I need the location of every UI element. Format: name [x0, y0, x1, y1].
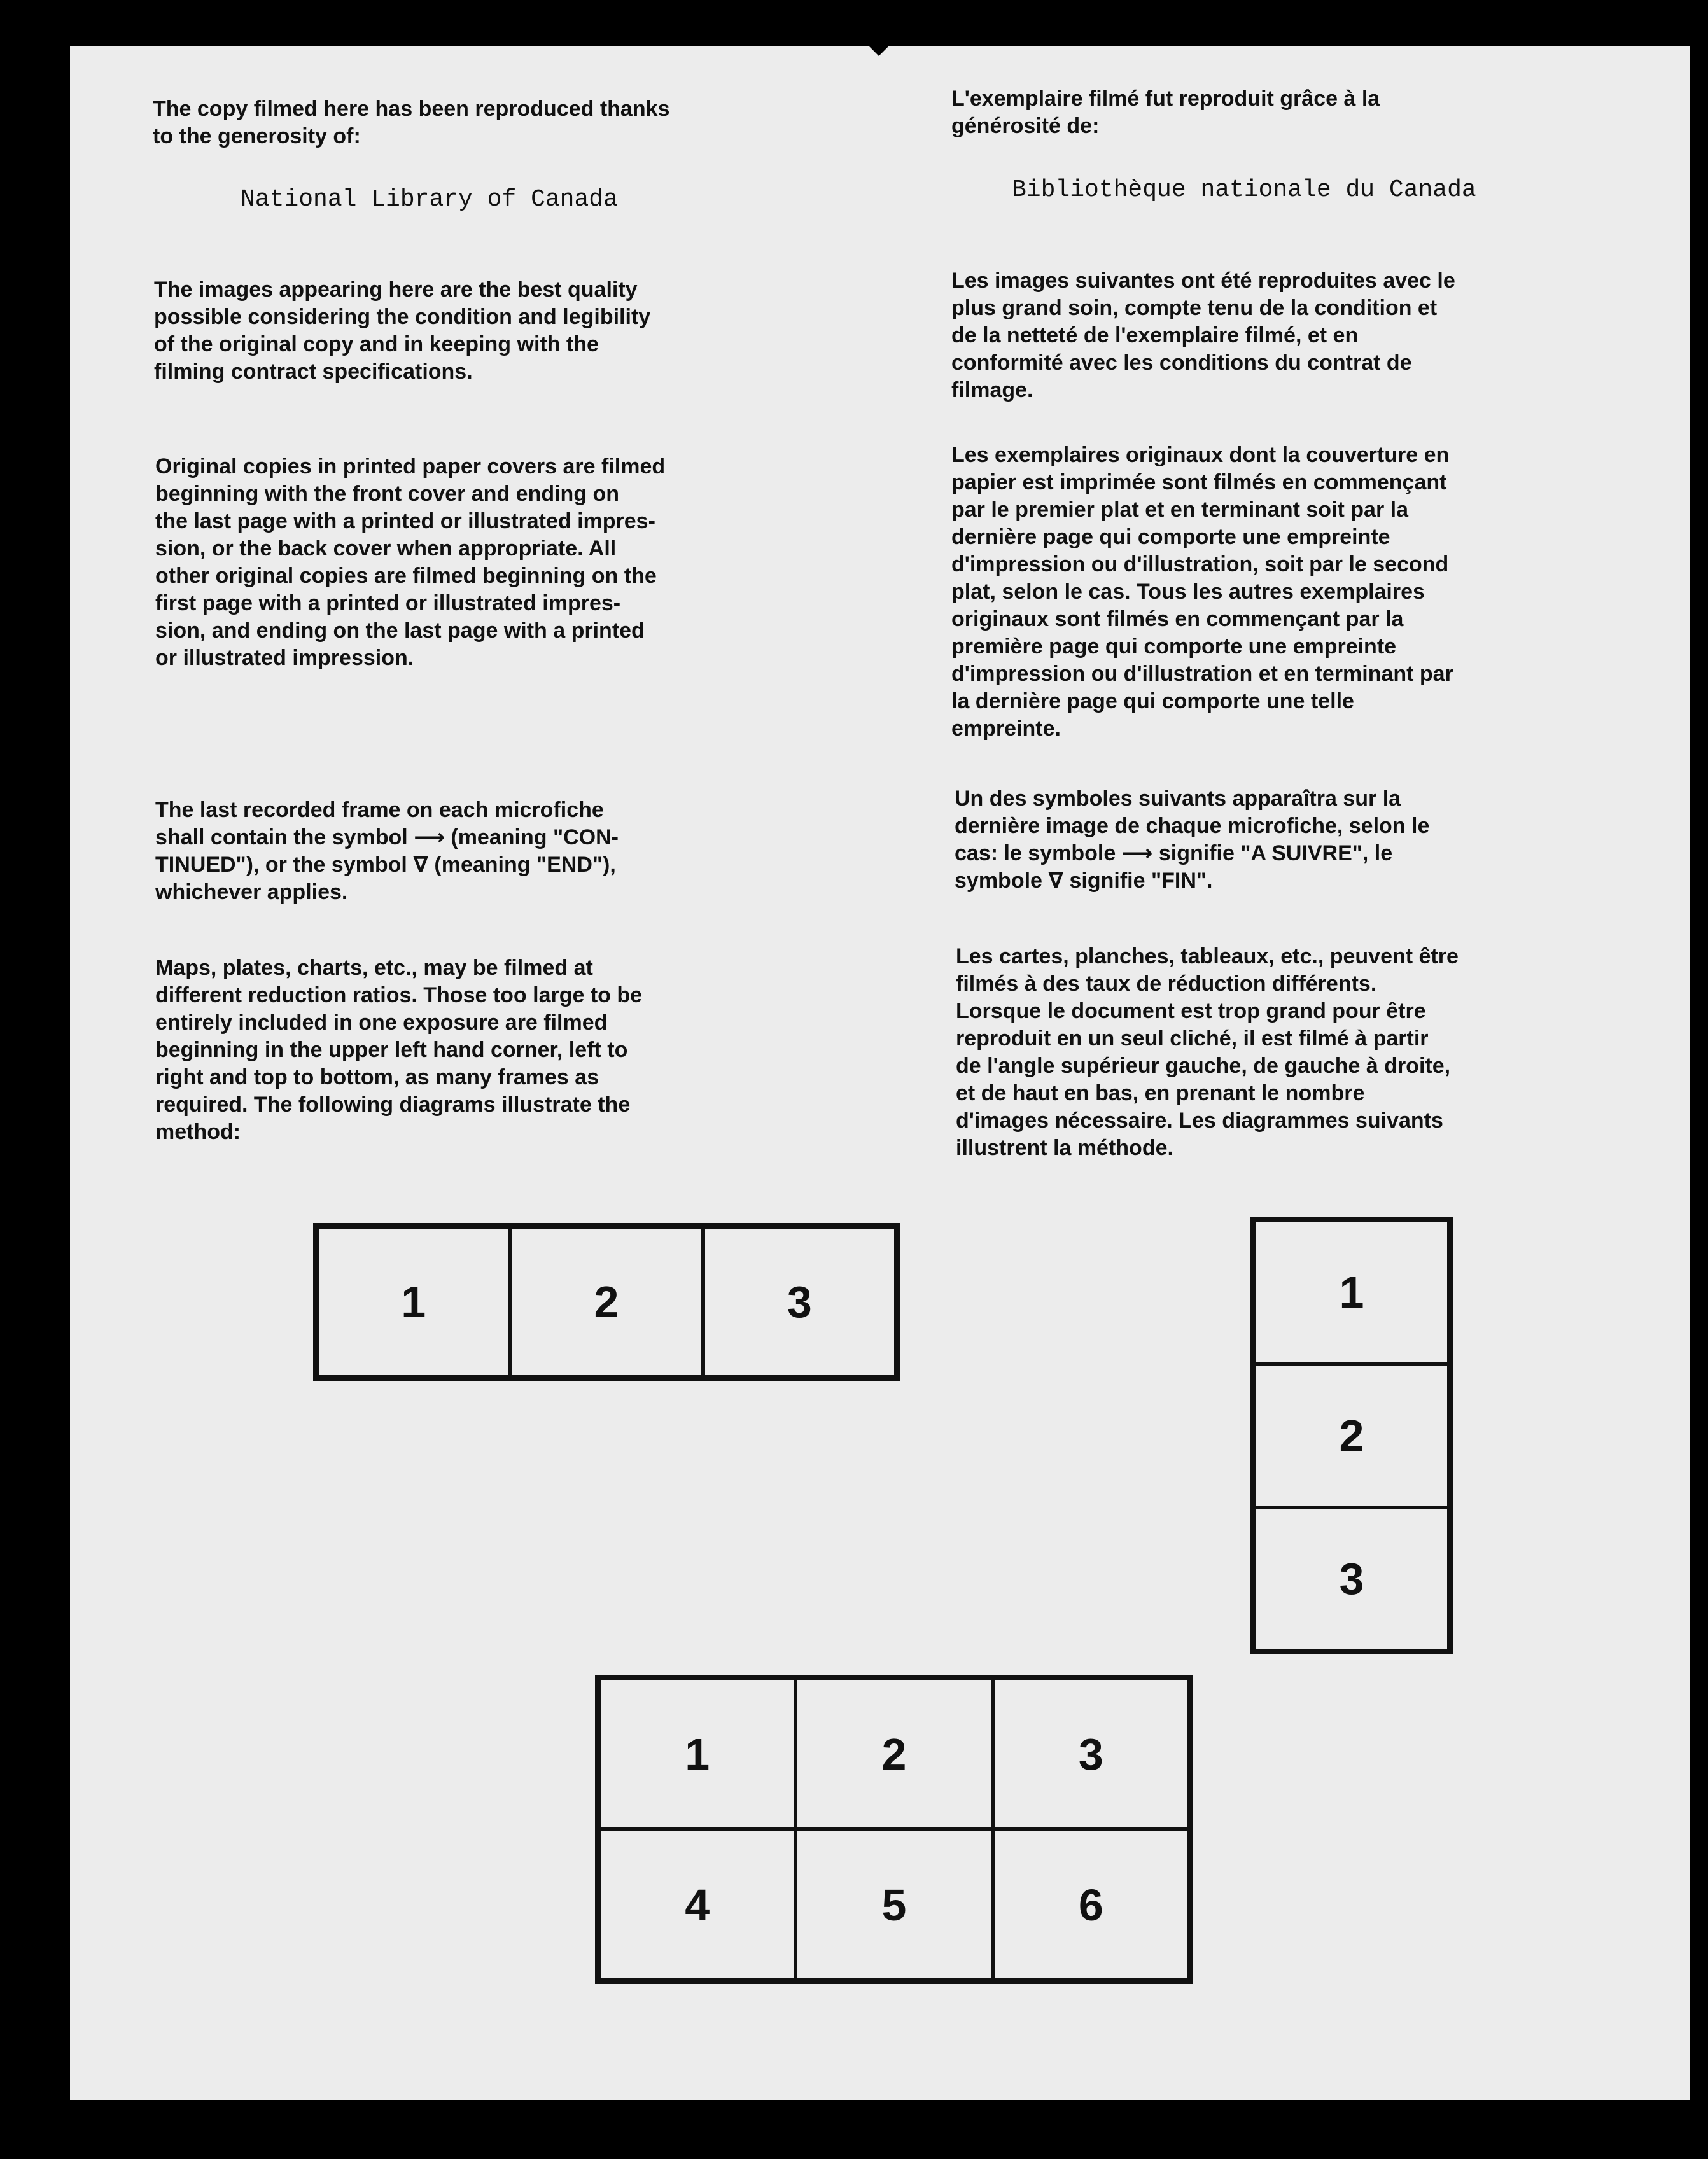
- french-intro: L'exemplaire filmé fut reproduit grâce à la générosité de:: [951, 87, 1380, 138]
- frame-cell: 1: [1254, 1220, 1449, 1364]
- english-intro: The copy filmed here has been reproduced thanks to the generosity of:: [153, 97, 670, 148]
- english-maps-paragraph: Maps, plates, charts, etc., may be filmed at different reduction ratios. Those too large to be entirely included in one exposure are filmed beginning in the upper left hand corner, left to right and top to bottom, as many frames as required. The following diagrams illustrate the method:: [155, 956, 643, 1144]
- frame-cell: 6: [993, 1829, 1189, 1980]
- frame-cell: 4: [599, 1829, 795, 1980]
- frame-cell: 1: [599, 1679, 795, 1829]
- frame-cell: 2: [1254, 1364, 1449, 1507]
- frame-cell: 5: [795, 1829, 992, 1980]
- diagram-vertical: [1250, 1217, 1453, 1654]
- edge-notch: [869, 46, 889, 56]
- frame-cell: 3: [993, 1679, 1189, 1829]
- frame-cell: 2: [795, 1679, 992, 1829]
- french-maps-paragraph: Les cartes, planches, tableaux, etc., peuvent être filmés à des taux de réduction différents. Lorsque le document est trop grand pour être reproduit en un seul cliché, il est filmé à partir de l'angle supérieur gauche, de gauche à droite, et de haut en bas, en prenant le nombre d'images nécessaire. Les diagrammes suivants illustrent la méthode.: [956, 944, 1459, 1160]
- english-library-name: National Library of Canada: [241, 186, 618, 213]
- frame-cell: 3: [703, 1227, 896, 1377]
- french-symbols-paragraph: Un des symboles suivants apparaîtra sur la dernière image de chaque microfiche, selon le cas: le symbole ⟶ signifie "A SUIVRE", le symbole ∇ signifie "FIN".: [955, 786, 1430, 893]
- french-covers-paragraph: Les exemplaires originaux dont la couverture en papier est imprimée sont filmés en commençant par le premier plat et en terminant soit par la dernière page qui comporte une empreinte d'impression ou d'illustration, soit par le second plat, selon le cas. Tous les autres exemplaires originaux sont filmés en commençant par la première page qui comporte une empreinte d'impression ou d'illustration et en terminant par la dernière page qui comporte une telle empreinte.: [951, 443, 1453, 741]
- document-page: [70, 46, 1690, 2100]
- frame-cell: 1: [317, 1227, 510, 1377]
- diagram-horizontal: [313, 1223, 900, 1381]
- english-quality-paragraph: The images appearing here are the best quality possible considering the condition and legibility of the original copy and in keeping with the filming contract specifications.: [154, 277, 651, 384]
- diagram-grid: [595, 1675, 1193, 1984]
- french-quality-paragraph: Les images suivantes ont été reproduites avec le plus grand soin, compte tenu de la condition et de la netteté de l'exemplaire filmé, et en conformité avec les conditions du contrat de filmage.: [951, 269, 1455, 402]
- french-library-name: Bibliothèque nationale du Canada: [1012, 176, 1476, 204]
- english-covers-paragraph: Original copies in printed paper covers are filmed beginning with the front cover and ending on the last page with a printed or illustrated impres- sion, or the back cover when appropriate. All other original copies are filmed beginning on the first page with a printed or illustrated impres- sion, and ending on the last page with a printed or illustrated impression.: [155, 454, 666, 670]
- frame-cell: 2: [510, 1227, 703, 1377]
- english-symbols-paragraph: The last recorded frame on each microfiche shall contain the symbol ⟶ (meaning "CON- TINUED"), or the symbol ∇ (meaning "END"), whichever applies.: [155, 798, 619, 904]
- frame-cell: 3: [1254, 1507, 1449, 1651]
